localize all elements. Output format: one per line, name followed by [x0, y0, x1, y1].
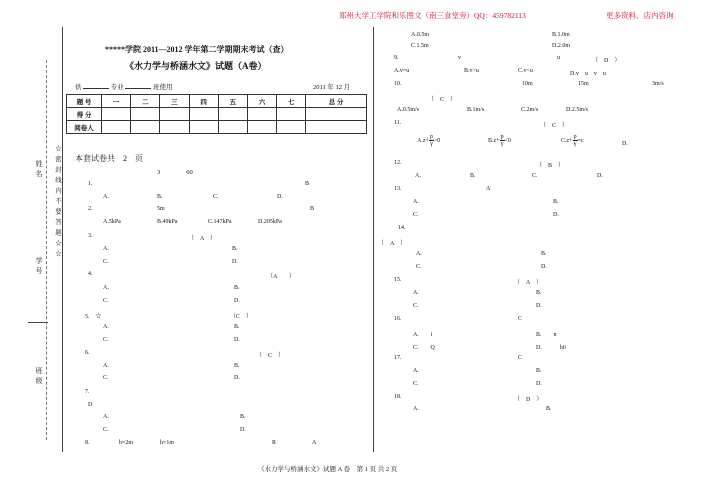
q4-answer: （A ） — [267, 274, 296, 280]
q2-option: B.49kPa — [157, 219, 178, 225]
q8-number: 8. — [85, 440, 90, 446]
q7-option: A. — [103, 414, 109, 420]
top-option: C.1.5m — [411, 43, 429, 49]
q6-option: A. — [103, 363, 109, 369]
q6-option: D. — [234, 375, 240, 381]
q1-option: A. — [103, 194, 109, 200]
meta-prefix: 供 — [75, 84, 82, 91]
q8-text: R — [272, 440, 277, 446]
q17-option: D. — [536, 381, 542, 387]
q10-option: B.1m/s — [467, 107, 485, 113]
q17-number: 17. — [394, 355, 402, 361]
q9-option: C.v<u — [518, 68, 533, 74]
q2-option: D.205kPa — [258, 219, 282, 225]
q9-text: u — [557, 55, 560, 61]
score-cell: 五 — [218, 95, 247, 108]
q4-number: 4. — [88, 271, 93, 277]
top-option: A.0.5m — [411, 32, 429, 38]
q9-answer: （ D ） — [592, 58, 621, 64]
q9-number: 9. — [394, 55, 399, 61]
q5-option: A. — [103, 324, 109, 330]
q14-answer: （ A ） — [378, 241, 407, 247]
q11-option-d: D. — [622, 141, 628, 147]
q10-text: 3m/s — [652, 81, 664, 87]
q17-option: C. — [413, 381, 419, 387]
q4-option: C. — [103, 298, 109, 304]
q8-text: A — [312, 440, 317, 446]
exam-subtitle: 《水力学与桥涵水文》试题（A卷） — [125, 61, 267, 71]
score-input[interactable] — [277, 108, 306, 121]
top-option: B.1.0m — [552, 32, 570, 38]
score-cell: 总 分 — [306, 95, 367, 108]
q11-option-a — [417, 134, 440, 147]
grader-input[interactable] — [277, 121, 306, 134]
q1-option: D. — [277, 194, 283, 200]
q15-option: C. — [413, 303, 419, 309]
q15-answer: （ A ） — [514, 280, 543, 286]
frac-denominator: γ — [430, 141, 433, 147]
frac-numerator: p — [573, 134, 577, 140]
grader-input[interactable] — [102, 121, 131, 134]
q2-answer: B — [310, 206, 315, 212]
q16-option: A. i — [413, 332, 433, 338]
q18-option: A. — [413, 406, 419, 412]
header-banner: 郑州大学工学院和乐图文（南三食堂旁）QQ：459782113 — [339, 11, 526, 20]
header-slogan: 更多资料、店内咨询 — [606, 11, 674, 20]
q1-option: B. — [157, 194, 163, 200]
q4-option: D. — [234, 298, 240, 304]
q7-answer: D — [88, 402, 93, 408]
q6-option: C. — [103, 375, 109, 381]
pages-info: 本套试卷共 2 页 — [75, 154, 143, 163]
score-input[interactable] — [306, 108, 367, 121]
q13-option: C. — [413, 212, 419, 218]
q11-option-cond: =c — [577, 137, 584, 144]
seal-warning: ☆密封线内不要答题☆☆ — [54, 145, 61, 261]
q1-answer: B — [305, 181, 310, 187]
q7-number: 7. — [85, 389, 90, 395]
q2-option: C.147kPa — [208, 219, 232, 225]
score-header-row — [67, 95, 367, 108]
q12-option: D. — [597, 173, 603, 179]
frac-numerator: p — [500, 134, 504, 140]
q6-option: B. — [234, 363, 240, 369]
q14-number: 14. — [398, 225, 406, 231]
page-footer: 《水力学与桥涵水文》试题 A 卷 第 1 页 共 2 页 — [258, 466, 398, 473]
meta-class: 班使用 — [153, 84, 173, 91]
score-table — [66, 94, 367, 134]
exam-date: 2011 年 12 月 — [313, 84, 351, 91]
q16-number: 16. — [394, 316, 402, 322]
q12-answer: （ B ） — [536, 163, 565, 169]
grader-input[interactable] — [131, 121, 160, 134]
name-label: 姓名 — [35, 160, 43, 180]
grader-input[interactable] — [247, 121, 276, 134]
q11-option-label: B.z+ — [488, 137, 500, 144]
score-cell: 题 号 — [67, 95, 102, 108]
q9-option: A.v=u — [394, 68, 410, 74]
class-blank — [125, 82, 151, 89]
score-label: 得 分 — [67, 108, 102, 121]
q5-option: B. — [234, 324, 240, 330]
q5-option: C. — [103, 337, 109, 343]
q8-text: h=1m — [160, 440, 175, 446]
part-info: 3 60 — [157, 169, 193, 176]
meta-major: 专业 — [110, 84, 124, 91]
q7-option: B. — [240, 414, 246, 420]
grader-input[interactable] — [160, 121, 189, 134]
grader-input[interactable] — [189, 121, 218, 134]
q13-number: 13. — [394, 186, 402, 192]
q12-number: 12. — [394, 160, 402, 166]
q3-option: B. — [232, 246, 238, 252]
q15-number: 15. — [394, 277, 402, 283]
q5-answer: （C ） — [230, 314, 253, 320]
score-input[interactable] — [131, 108, 160, 121]
q7-option: C. — [103, 427, 109, 433]
q13-option: A. — [413, 199, 419, 205]
q11-option-c — [561, 134, 584, 147]
major-blank — [83, 82, 109, 89]
q14-option: D. — [541, 264, 547, 270]
score-cell: 一 — [102, 95, 131, 108]
q11-answer: （ C ） — [540, 123, 569, 129]
q9-text: v — [458, 55, 461, 61]
score-cell: 三 — [160, 95, 189, 108]
q10-text: 15m — [578, 81, 589, 87]
frac-denominator: γ — [573, 141, 577, 147]
q5-option: D. — [234, 337, 240, 343]
middle-frame-line — [373, 27, 374, 452]
q5-number: 5. ☆ — [85, 314, 102, 320]
grader-label: 阅卷人 — [67, 121, 102, 134]
q10-option: C.2m/s — [521, 107, 539, 113]
score-input[interactable] — [102, 108, 131, 121]
q17-answer: C — [518, 355, 523, 361]
q3-option: C. — [103, 259, 109, 265]
score-cell: 二 — [131, 95, 160, 108]
q16-option: B. n — [536, 332, 557, 338]
score-input[interactable] — [247, 108, 276, 121]
q17-option: B. — [536, 368, 542, 374]
q18-answer: （ D ） — [514, 397, 543, 403]
q18-number: 18. — [394, 394, 402, 400]
q13-option: B. — [553, 199, 559, 205]
q12-option: C. — [532, 173, 538, 179]
q15-option: A. — [413, 290, 419, 296]
q9-option: D.v u v u — [570, 71, 606, 77]
q15-option: D. — [536, 303, 542, 309]
q18-option: B. — [546, 406, 552, 412]
q13-answer: A — [486, 186, 491, 192]
q6-answer: （ C ） — [256, 353, 285, 359]
q3-option: D. — [232, 259, 238, 265]
q16-option: D. h0 — [536, 345, 566, 351]
q10-text: 10m — [522, 81, 533, 87]
score-row — [67, 108, 367, 121]
q1-number: 1. — [88, 181, 93, 187]
student-id-label: 学号 — [35, 257, 43, 277]
top-option: D.2.0m — [552, 43, 570, 49]
q3-answer: （ A ） — [188, 236, 217, 242]
frac-numerator: p — [429, 134, 433, 140]
q8-text: b=2m — [119, 440, 134, 446]
q14-option: A. — [416, 251, 422, 257]
class-underline — [28, 322, 48, 323]
q10-option: A.0.5m/s — [397, 107, 420, 113]
score-input[interactable] — [218, 108, 247, 121]
score-input[interactable] — [189, 108, 218, 121]
score-cell: 六 — [247, 95, 276, 108]
q14-option: B. — [541, 251, 547, 257]
q17-option: A. — [413, 368, 419, 374]
left-frame-line — [62, 27, 63, 452]
q15-option: B. — [536, 290, 542, 296]
q1-option: C. — [213, 194, 219, 200]
q11-option-b — [488, 134, 511, 147]
q10-answer: （ C ） — [428, 97, 457, 103]
exam-title: *****学院 2011—2012 学年第二学期期末考试（查） — [105, 45, 289, 54]
score-input[interactable] — [160, 108, 189, 121]
q13-option: D. — [553, 212, 559, 218]
q11-option-cond: <0 — [504, 137, 511, 144]
q11-option-cond: >0 — [433, 137, 441, 144]
q4-option: B. — [234, 285, 240, 291]
class-label: 班级 — [35, 367, 43, 387]
q14-option: C. — [416, 264, 422, 270]
q2-option: A.5kPa — [103, 219, 121, 225]
q10-number: 10. — [394, 81, 402, 87]
q6-number: 6. — [85, 350, 90, 356]
q16-answer: C — [518, 316, 523, 322]
grader-input[interactable] — [218, 121, 247, 134]
q16-option: C. Q — [413, 345, 435, 351]
q9-option: B.v>u — [464, 68, 479, 74]
q2-sub: 5m — [157, 206, 165, 212]
q3-option: A. — [103, 246, 109, 252]
q11-option-label: A.z+ — [417, 137, 429, 144]
score-cell: 四 — [189, 95, 218, 108]
q4-option: A. — [103, 285, 109, 291]
grader-input[interactable] — [306, 121, 367, 134]
q3-number: 3. — [88, 233, 93, 239]
seal-dash-line — [46, 60, 47, 440]
q7-option: D. — [240, 427, 246, 433]
score-cell: 七 — [277, 95, 306, 108]
q2-number: 2. — [88, 206, 93, 212]
q12-option: A. — [415, 173, 421, 179]
exam-meta — [75, 82, 173, 91]
frac-denominator: γ — [500, 141, 504, 147]
grader-row — [67, 121, 367, 134]
q10-option: D.2.5m/s — [566, 107, 589, 113]
q11-option-label: C.z+ — [561, 137, 573, 144]
q11-number: 11. — [394, 120, 402, 126]
q12-option: B. — [470, 173, 476, 179]
